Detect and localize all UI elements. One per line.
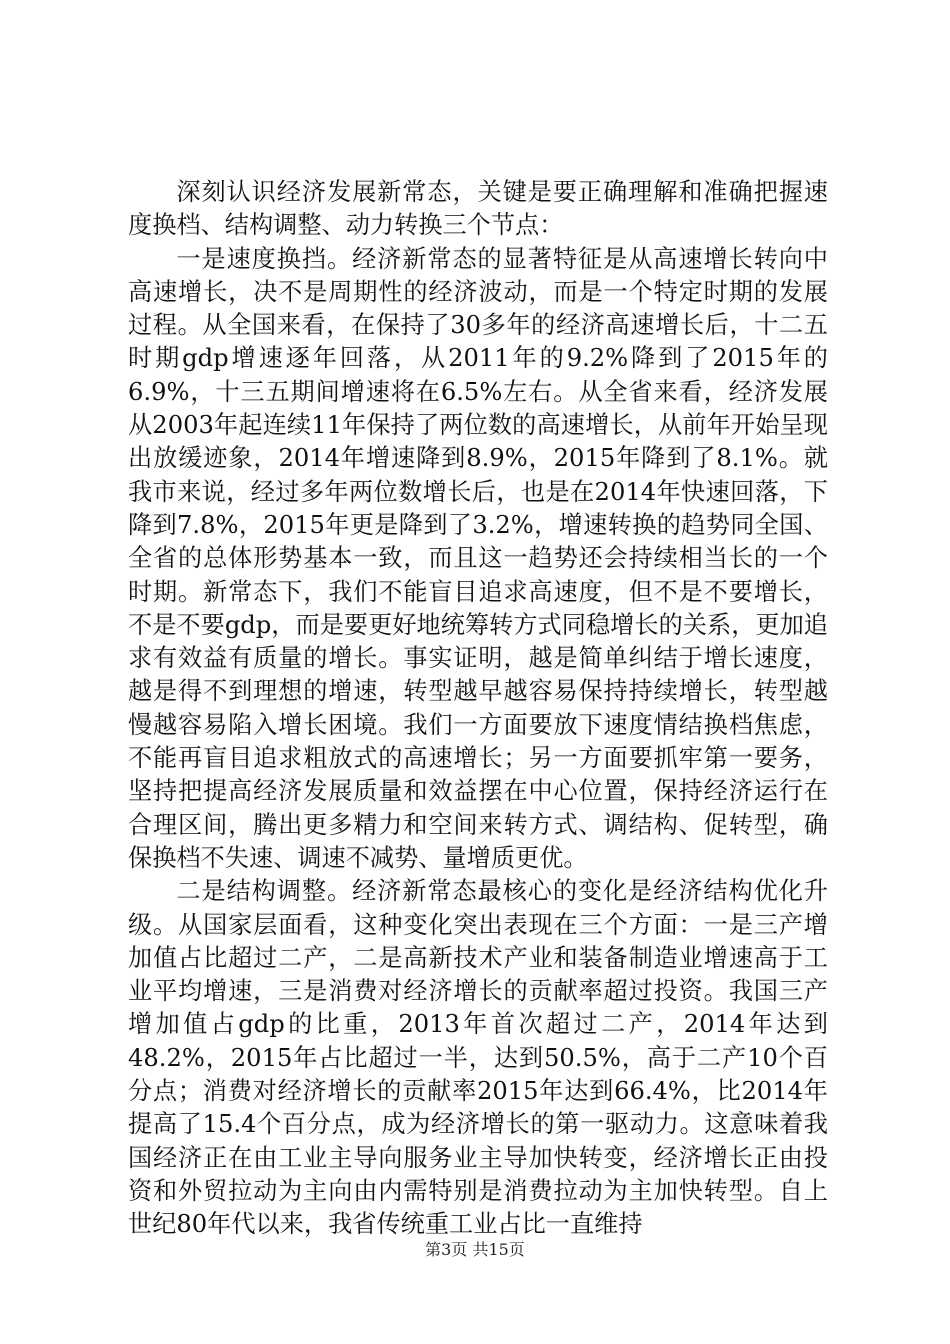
document-body bbox=[128, 176, 828, 1242]
page-footer: 第3页 共15页 bbox=[425, 1240, 525, 1259]
paragraph-intro: 深刻认识经济发展新常态，关键是要正确理解和准确把握速度换档、结构调整、动力转换三个节点： bbox=[128, 178, 828, 240]
paragraph-speed-shift: 一是速度换挡。经济新常态的显著特征是从高速增长转向中高速增长，决不是周期性的经济波动，而是一个特定时期的发展过程。从全国来看，在保持了30多年的经济高速增长后，十二五时期gdp增速逐年回落，从2011年的9.2%降到了2015年的6.9%，十三五期间增速将在6.5%左右。从全省来看，经济发展从2003年起连续11年保持了两位数的高速增长，从前年开始呈现出放缓迹象，2014年增速降到8.9%，2015年降到了8.1%。就我市来说，经过多年两位数增长后，也是在2014年快速回落，下降到7.8%，2015年更是降到了3.2%，增速转换的趋势同全国、全省的总体形势基本一致，而且这一趋势还会持续相当长的一个时期。新常态下，我们不能盲目追求高速度，但不是不要增长，不是不要gdp，而是要更好地统筹转方式同稳增长的关系，更加追求有效益有质量的增长。事实证明，越是简单纠结于增长速度，越是得不到理想的增速，转型越早越容易保持持续增长，转型越慢越容易陷入增长困境。我们一方面要放下速度情结换档焦虑，不能再盲目追求粗放式的高速增长；另一方面要抓牢第一要务，坚持把提高经济发展质量和效益摆在中心位置，保持经济运行在合理区间，腾出更多精力和空间来转方式、调结构、促转型，确保换档不失速、调速不减势、量增质更优。 bbox=[128, 244, 828, 872]
paragraph-structure-adjustment: 二是结构调整。经济新常态最核心的变化是经济结构优化升级。从国家层面看，这种变化突出表现在三个方面：一是三产增加值占比超过二产，二是高新技术产业和装备制造业增速高于工业平均增速，三是消费对经济增长的贡献率超过投资。我国三产增加值占gdp的比重，2013年首次超过二产，2014年达到48.2%，2015年占比超过一半，达到50.5%，高于二产10个百分点；消费对经济增长的贡献率2015年达到66.4%，比2014年提高了15.4个百分点，成为经济增长的第一驱动力。这意味着我国经济正在由工业主导向服务业主导加快转变，经济增长正由投资和外贸拉动为主向由内需特别是消费拉动为主加快转型。自上世纪80年代以来，我省传统重工业占比一直维持 bbox=[128, 877, 828, 1239]
